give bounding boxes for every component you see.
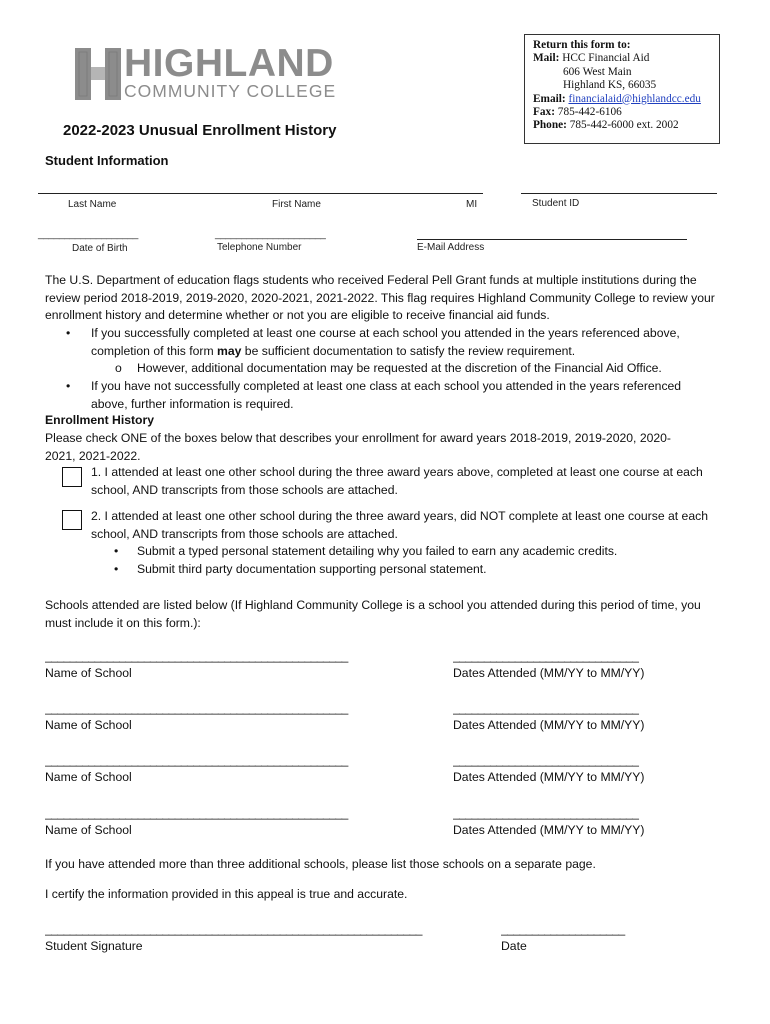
bullet-icon: •	[66, 326, 71, 340]
school-dates-line-1[interactable]: ______________________________	[453, 649, 639, 663]
certify-statement: I certify the information provided in this appeal is true and accurate.	[45, 887, 408, 901]
date-line[interactable]: ____________________	[501, 922, 625, 936]
phone-number: 785-442-6000 ext. 2002	[569, 119, 679, 132]
fax-label: Fax:	[533, 106, 555, 119]
school-dates-label-4: Dates Attended (MM/YY to MM/YY)	[453, 823, 645, 837]
email-address-line[interactable]	[417, 239, 687, 240]
first-name-label: First Name	[272, 199, 321, 210]
mail-line3: Highland KS, 66035	[563, 79, 657, 92]
school-dates-line-2[interactable]: ______________________________	[453, 701, 639, 715]
student-info-heading: Student Information	[45, 153, 169, 168]
school-name-line-4[interactable]: _________________________________________________	[45, 806, 348, 820]
school-name-label-2: Name of School	[45, 718, 132, 732]
option1-text: 1. I attended at least one other school during the three award years above, completed at least one course at each school, AND transcripts from those schools are attached.	[91, 465, 703, 497]
enrollment-heading: Enrollment History	[45, 413, 155, 427]
intro-sub-bullet: However, additional documentation may be requested at the discretion of the Financial Aid Office.	[137, 361, 662, 375]
bullet-icon: •	[114, 544, 119, 558]
option2-bullet-2: Submit third party documentation supporting personal statement.	[137, 562, 487, 576]
option2-text: 2. I attended at least one other school during the three award years, did NOT complete at least one course at each school, AND transcripts from those schools are attached.	[91, 509, 708, 541]
mail-line2: 606 West Main	[563, 65, 632, 78]
intro-bullet-1: If you successfully completed at least one course at each school you attended in the years referenced above, completion of this form may be sufficient documentation to satisfy the review requirement.	[91, 326, 680, 358]
return-heading: Return this form to:	[533, 39, 631, 51]
student-id-label: Student ID	[532, 198, 580, 209]
mail-line1: HCC Financial Aid	[562, 52, 650, 65]
school-name-line-2[interactable]: _________________________________________________	[45, 701, 348, 715]
dob-line[interactable]: ___________________	[38, 229, 138, 240]
school-name-label-1: Name of School	[45, 666, 132, 680]
sub-bullet-marker: o	[115, 361, 122, 375]
school-name-line-3[interactable]: _________________________________________________	[45, 753, 348, 767]
mail-label: Mail:	[533, 52, 560, 65]
school-name-label-3: Name of School	[45, 770, 132, 784]
intro-paragraph: The U.S. Department of education flags students who received Federal Pell Grant funds at multiple institutions during the review period 2018-2019, 2019-2020, 2020-2021, 2021-2022. This flag requires Highland Community College to review your enrollment history and determine whether or not you are eligible to receive financial aid funds.	[45, 273, 715, 323]
bullet-icon: •	[66, 379, 71, 393]
school-dates-line-4[interactable]: ______________________________	[453, 806, 639, 820]
school-dates-label-1: Dates Attended (MM/YY to MM/YY)	[453, 666, 645, 680]
schools-intro: Schools attended are listed below (If Highland Community College is a school you attended during this period of time, you must include it on this form.):	[45, 598, 701, 630]
return-address-box	[524, 34, 720, 144]
student-id-line[interactable]	[521, 193, 717, 194]
signature-label: Student Signature	[45, 939, 143, 953]
enrollment-instructions: Please check ONE of the boxes below that describes your enrollment for award years 2018-2019, 2019-2020, 2020-2021, 2021-2022.	[45, 431, 671, 463]
form-title: 2022-2023 Unusual Enrollment History	[63, 122, 337, 139]
school-name-label-4: Name of School	[45, 823, 132, 837]
telephone-line[interactable]: _____________________	[215, 229, 326, 240]
phone-label: Phone:	[533, 119, 567, 132]
highland-logo-h-icon	[73, 46, 123, 102]
school-dates-label-3: Dates Attended (MM/YY to MM/YY)	[453, 770, 645, 784]
email-label: Email:	[533, 92, 566, 105]
school-name-line-1[interactable]: _________________________________________________	[45, 649, 348, 663]
logo-subtitle: COMMUNITY COLLEGE	[124, 81, 337, 101]
signature-line[interactable]: _____________________________________________________________	[45, 922, 422, 936]
telephone-label: Telephone Number	[217, 242, 302, 253]
school-dates-label-2: Dates Attended (MM/YY to MM/YY)	[453, 718, 645, 732]
intro-bullet-2: If you have not successfully completed at least one class at each school you attended in the years referenced above, further information is required.	[91, 379, 682, 411]
option2-bullet-1: Submit a typed personal statement detailing why you failed to earn any academic credits.	[137, 544, 618, 558]
email-link[interactable]: financialaid@highlandcc.edu	[568, 92, 701, 105]
option1-checkbox[interactable]	[62, 467, 82, 487]
more-schools-note: If you have attended more than three additional schools, please list those schools on a separate page.	[45, 857, 596, 871]
name-line[interactable]	[38, 193, 483, 194]
last-name-label: Last Name	[68, 199, 117, 210]
date-label: Date	[501, 939, 527, 953]
fax-number: 785-442-6106	[557, 106, 622, 119]
bullet-icon: •	[114, 562, 119, 576]
email-address-label: E-Mail Address	[417, 242, 485, 253]
mi-label: MI	[466, 199, 478, 210]
option2-checkbox[interactable]	[62, 510, 82, 530]
dob-label: Date of Birth	[72, 243, 128, 254]
logo-wordmark: HIGHLAND	[124, 42, 334, 85]
school-dates-line-3[interactable]: ______________________________	[453, 753, 639, 767]
